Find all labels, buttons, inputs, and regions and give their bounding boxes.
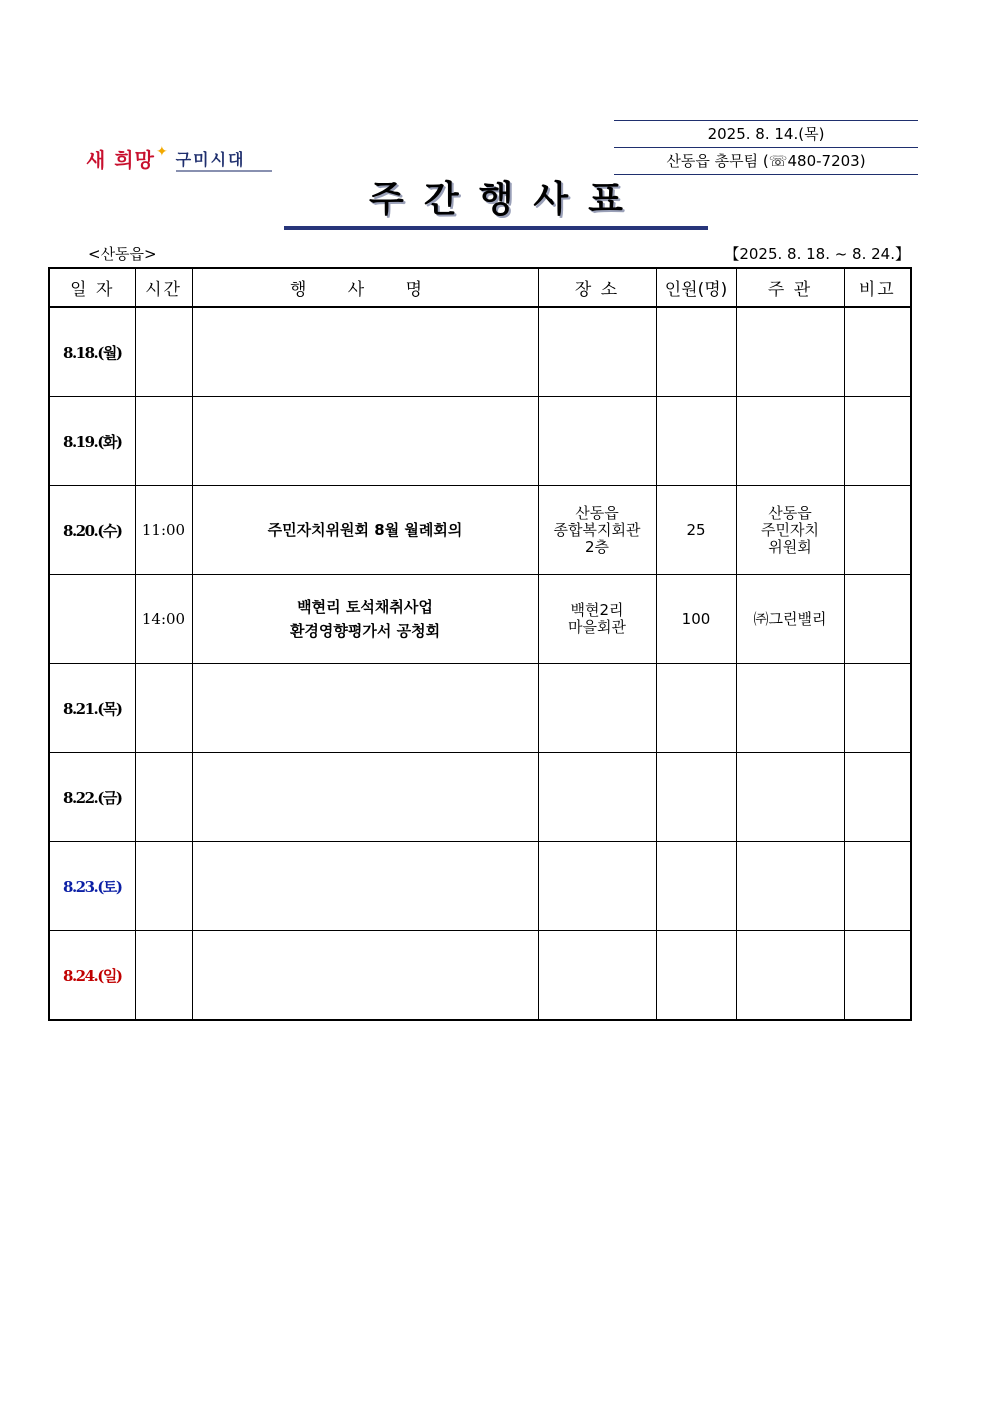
row-event — [192, 307, 538, 397]
row-note — [844, 307, 911, 397]
row-time — [135, 307, 192, 397]
logo-underline — [176, 170, 272, 172]
row-people — [656, 753, 736, 842]
row-date: 8.18.(월) — [49, 307, 135, 397]
row-event — [192, 397, 538, 486]
table-row — [49, 397, 911, 486]
schedule-table — [48, 267, 912, 1021]
col-header-event: 행 사 명 — [192, 268, 538, 307]
row-org: 산동읍 주민자치 위원회 — [736, 486, 844, 575]
row-org — [736, 842, 844, 931]
table-row — [49, 486, 911, 575]
office-contact: 산동읍 총무팀 (☏480-7203) — [614, 147, 918, 175]
col-header-place: 장 소 — [538, 268, 656, 307]
row-event — [192, 842, 538, 931]
row-place: 백현2리 마을회관 — [538, 575, 656, 664]
row-org — [736, 397, 844, 486]
row-place: 산동읍 종합복지회관 2층 — [538, 486, 656, 575]
row-people — [656, 931, 736, 1021]
row-note — [844, 397, 911, 486]
col-header-people: 인원(명) — [656, 268, 736, 307]
row-people — [656, 397, 736, 486]
col-header-date: 일 자 — [49, 268, 135, 307]
col-header-org: 주 관 — [736, 268, 844, 307]
issue-date: 2025. 8. 14.(목) — [614, 120, 918, 147]
row-org — [736, 307, 844, 397]
header-info-box — [614, 120, 918, 175]
row-place — [538, 664, 656, 753]
row-time: 11:00 — [135, 486, 192, 575]
row-date — [49, 575, 135, 664]
row-note — [844, 575, 911, 664]
row-place — [538, 931, 656, 1021]
row-time — [135, 842, 192, 931]
title-underline — [284, 226, 708, 230]
row-place — [538, 307, 656, 397]
row-event: 주민자치위원회 8월 월례회의 — [192, 486, 538, 575]
row-date: 8.19.(화) — [49, 397, 135, 486]
row-time: 14:00 — [135, 575, 192, 664]
row-note — [844, 931, 911, 1021]
row-place — [538, 397, 656, 486]
table-row — [49, 307, 911, 397]
row-date: 8.20.(수) — [49, 486, 135, 575]
row-date-saturday: 8.23.(토) — [49, 842, 135, 931]
logo-main-text: 새 희망 — [86, 148, 155, 172]
row-note — [844, 753, 911, 842]
row-date: 8.22.(금) — [49, 753, 135, 842]
star-icon: ✦ — [155, 144, 168, 160]
logo-sub-text: 구미시대 — [175, 150, 246, 169]
row-org — [736, 931, 844, 1021]
row-org — [736, 753, 844, 842]
logo — [86, 140, 272, 172]
row-time — [135, 397, 192, 486]
row-people — [656, 842, 736, 931]
table-row — [49, 842, 911, 931]
row-time — [135, 931, 192, 1021]
period-label: 【2025. 8. 18. ~ 8. 24.】 — [724, 245, 910, 263]
row-date-sunday: 8.24.(일) — [49, 931, 135, 1021]
row-people: 25 — [656, 486, 736, 575]
row-event — [192, 664, 538, 753]
row-people: 100 — [656, 575, 736, 664]
row-note — [844, 664, 911, 753]
row-event: 백현리 토석채취사업 환경영향평가서 공청회 — [192, 575, 538, 664]
page-title: 주간행사표 — [369, 179, 643, 220]
table-row — [49, 931, 911, 1021]
table-row — [49, 575, 911, 664]
row-place — [538, 842, 656, 931]
col-header-note: 비고 — [844, 268, 911, 307]
row-place — [538, 753, 656, 842]
table-header-row — [49, 268, 911, 307]
row-time — [135, 753, 192, 842]
table-row — [49, 753, 911, 842]
row-event — [192, 931, 538, 1021]
row-people — [656, 307, 736, 397]
row-time — [135, 664, 192, 753]
row-people — [656, 664, 736, 753]
row-note — [844, 486, 911, 575]
row-org: ㈜그린밸리 — [736, 575, 844, 664]
row-note — [844, 842, 911, 931]
row-org — [736, 664, 844, 753]
row-date: 8.21.(목) — [49, 664, 135, 753]
row-event — [192, 753, 538, 842]
col-header-time: 시간 — [135, 268, 192, 307]
table-row — [49, 664, 911, 753]
district-label: <산동읍> — [88, 245, 157, 263]
